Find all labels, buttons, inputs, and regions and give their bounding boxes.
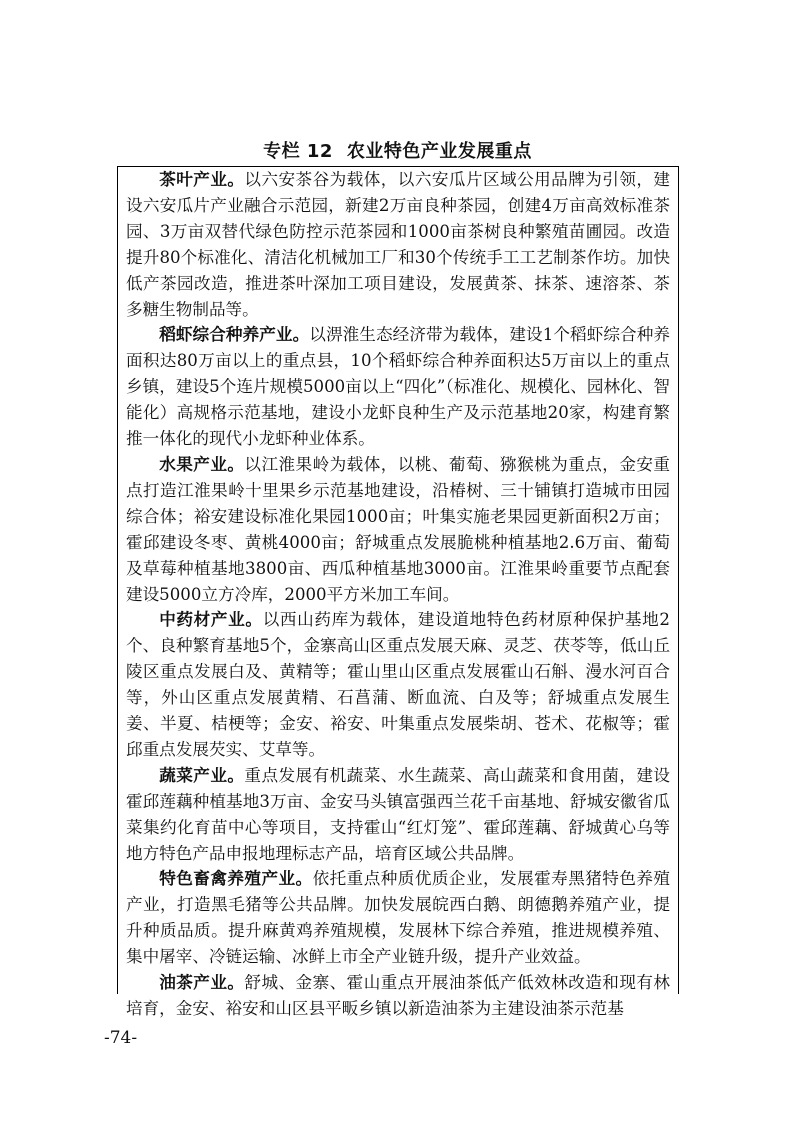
page-number: -74- — [104, 1028, 138, 1048]
section-rice-shrimp — [126, 322, 670, 452]
section-fruit — [126, 452, 670, 607]
box-title — [0, 139, 793, 165]
section-body: 以淠淮生态经济带为载体，建设1个稻虾综合种养面积达80万亩以上的重点县，10个稻虾综合种养面积达5万亩以上的重点乡镇，建设5个连片规模5000亩以上“四化”（标准化、规模化、园林化、智能化）高规格示范基地，建设小龙虾良种生产及示范基地20家，构建育繁推一体化的现代小龙虾种业体系。 — [126, 325, 670, 449]
section-body: 以六安茶谷为载体，以六安瓜片区域公用品牌为引领，建设六安瓜片产业融合示范园，新建2万亩良种茶园，创建4万亩高效标准茶园、3万亩双替代绿色防控示范茶园和1000亩茶树良种繁殖苗圃园。改造提升80个标准化、清洁化机械加工厂和30个传统手工工艺制茶作坊。加快低产茶园改造，推进茶叶深加工项目建设，发展黄茶、抹茶、速溶茶、茶多糖生物制品等。 — [126, 170, 671, 319]
box-title-text: 农业特色产业发展重点 — [346, 141, 532, 162]
section-body: 以西山药库为载体，建设道地特色药材原种保护基地2个、良种繁育基地5个，金寨高山区重点发展天麻、灵芝、茯苓等，低山丘陵区重点发展白及、黄精等；霍山里山区重点发展霍山石斛、漫水河百合等，外山区重点发展黄精、石菖蒲、断血流、白及等；舒城重点发展生姜、半夏、桔梗等；金安、裕安、叶集重点发展柴胡、苍术、花椒等；霍邱重点发展芡实、艾草等。 — [126, 610, 670, 759]
section-heading: 油茶产业。 — [159, 973, 245, 993]
section-body: 依托重点种质优质企业，发展霍寿黑猪特色养殖产业，打造黑毛猪等公共品牌。加快发展皖西白鹅、朗德鹅养殖产业，提升种质品质。提升麻黄鸡养殖规模，发展林下综合养殖，推进规模养殖、集中屠宰、冷链运输、冰鲜上市全产业链升级，提升产业效益。 — [126, 869, 671, 967]
section-heading: 水果产业。 — [159, 454, 245, 474]
section-heading: 中药材产业。 — [159, 610, 263, 630]
section-oil-tea — [126, 970, 670, 1022]
section-vegetable — [126, 763, 670, 867]
section-heading: 稻虾综合种养产业。 — [159, 325, 310, 345]
section-body: 舒城、金寨、霍山重点开展油茶低产低效林改造和现有林培育，金安、裕安和山区县平畈乡镇以新造油茶为主建设油茶示范基 — [126, 973, 671, 1018]
section-tea — [126, 167, 670, 322]
box-number: 专栏 12 — [263, 141, 333, 162]
section-body: 重点发展有机蔬菜、水生蔬菜、高山蔬菜和食用菌，建设霍邱莲藕种植基地3万亩、金安马头镇富强西兰花千亩基地、舒城安徽省瓜菜集约化育苗中心等项目，支持霍山“红灯笼”、霍邱莲藕、舒城黄心乌等地方特色产品申报地理标志产品，培育区域公共品牌。 — [126, 765, 671, 863]
feature-box — [117, 166, 679, 1018]
section-body: 以江淮果岭为载体，以桃、葡萄、猕猴桃为重点，金安重点打造江淮果岭十里果乡示范基地建设，沿椿树、三十铺镇打造城市田园综合体；裕安建设标准化果园1000亩；叶集实施老果园更新面积2万亩；霍邱建设冬枣、黄桃4000亩；舒城重点发展脆桃种植基地2.6万亩、葡萄及草莓种植基地3800亩、西瓜种植基地3000亩。江淮果岭重要节点配套建设5000立方冷库，2000平方米加工车间。 — [126, 454, 671, 604]
section-livestock — [126, 866, 670, 970]
section-heading: 特色畜禽养殖产业。 — [159, 869, 313, 889]
section-heading: 茶叶产业。 — [159, 170, 245, 189]
section-herbal-medicine — [126, 607, 670, 762]
section-heading: 蔬菜产业。 — [159, 765, 245, 785]
